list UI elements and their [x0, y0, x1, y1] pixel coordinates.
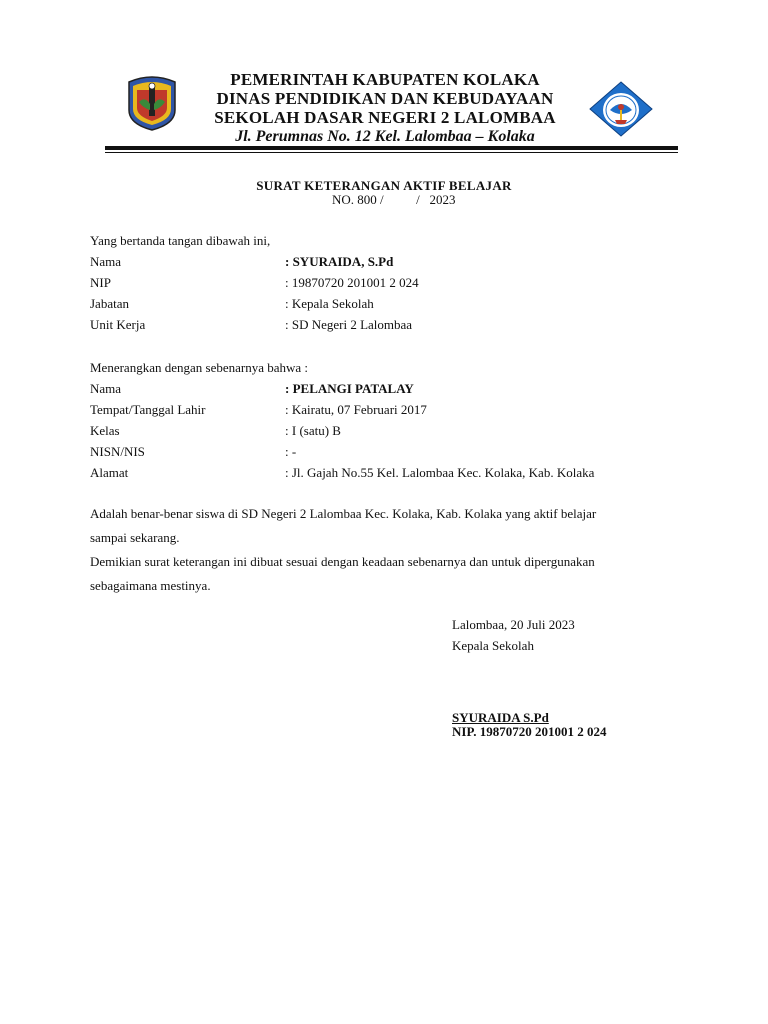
- student-nisn-value: : -: [285, 444, 297, 459]
- signer-unit-value: : SD Negeri 2 Lalombaa: [285, 317, 413, 332]
- student-class-label: Kelas: [90, 423, 120, 438]
- letterhead-thin-rule: [105, 152, 678, 153]
- signature-position: Kepala Sekolah: [452, 638, 534, 653]
- signer-nip-label: NIP: [90, 275, 111, 290]
- signer-nip-value: : 19870720 201001 2 024: [285, 275, 419, 290]
- letterhead-line-government: PEMERINTAH KABUPATEN KOLAKA: [230, 70, 540, 89]
- signer-name-label: Nama: [90, 254, 122, 269]
- signer-unit-label: Unit Kerja: [90, 317, 146, 332]
- student-address-value: : Jl. Gajah No.55 Kel. Lalombaa Kec. Kolaka, Kab. Kolaka: [285, 465, 595, 480]
- statement-paragraph: [90, 502, 690, 550]
- letterhead: [180, 70, 590, 146]
- signer-name-value: : SYURAIDA, S.Pd: [285, 254, 394, 269]
- student-intro: Menerangkan dengan sebenarnya bahwa :: [90, 360, 309, 375]
- student-birth-value: : Kairatu, 07 Februari 2017: [285, 402, 427, 417]
- regency-crest-icon: [123, 74, 181, 132]
- student-nisn-label: NISN/NIS: [90, 444, 145, 459]
- letterhead-line-department: DINAS PENDIDIKAN DAN KEBUDAYAAN: [216, 89, 554, 108]
- signer-position-label: Jabatan: [90, 296, 129, 311]
- signature-nip: NIP. 19870720 201001 2 024: [452, 724, 607, 739]
- letter-title: SURAT KETERANGAN AKTIF BELAJAR: [256, 178, 512, 193]
- letter-number: NO. 800 / / 2023: [332, 192, 456, 207]
- signature-name: SYURAIDA S.Pd: [452, 710, 549, 725]
- student-class-value: : I (satu) B: [285, 423, 341, 438]
- student-name-label: Nama: [90, 381, 122, 396]
- statement-line-2: sampai sekarang.: [90, 530, 180, 545]
- student-address-label: Alamat: [90, 465, 129, 480]
- signer-intro: Yang bertanda tangan dibawah ini,: [90, 233, 271, 248]
- signer-position-value: : Kepala Sekolah: [285, 296, 374, 311]
- closing-paragraph: [90, 550, 690, 598]
- letterhead-line-school: SEKOLAH DASAR NEGERI 2 LALOMBAA: [214, 108, 556, 127]
- letterhead-address: Jl. Perumnas No. 12 Kel. Lalombaa – Kolaka: [235, 128, 535, 145]
- closing-line-1: Demikian surat keterangan ini dibuat sesuai dengan keadaan sebenarnya dan untuk dipergunakan: [90, 554, 595, 569]
- closing-line-2: sebagaimana mestinya.: [90, 578, 211, 593]
- student-name-value: : PELANGI PATALAY: [285, 381, 414, 396]
- letterhead-thick-rule: [105, 146, 678, 150]
- statement-line-1: Adalah benar-benar siswa di SD Negeri 2 Lalombaa Kec. Kolaka, Kab. Kolaka yang aktif belajar: [90, 506, 597, 521]
- tut-wuri-handayani-icon: [588, 80, 654, 138]
- signature-place-date: Lalombaa, 20 Juli 2023: [452, 617, 575, 632]
- student-birth-label: Tempat/Tanggal Lahir: [90, 402, 206, 417]
